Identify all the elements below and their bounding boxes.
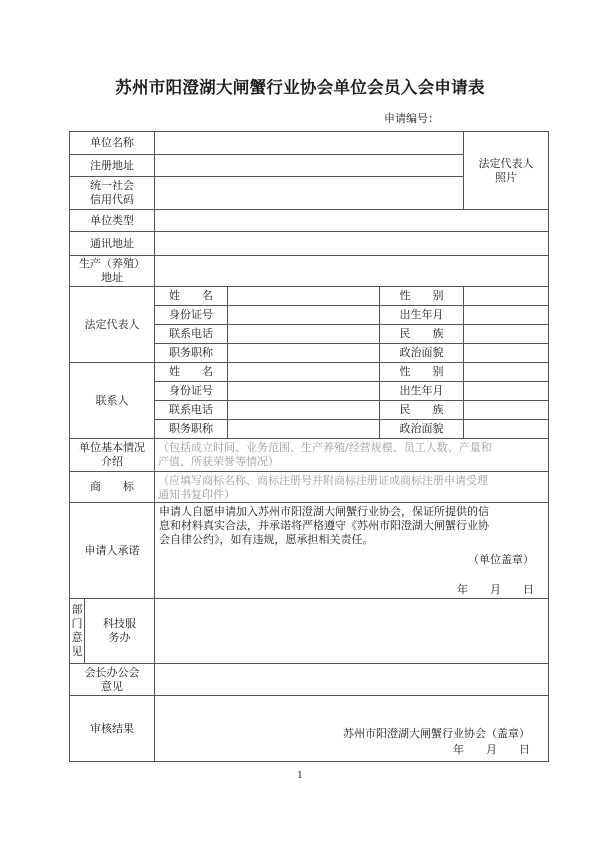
legal-rep-position-label: 职务职称 bbox=[155, 344, 228, 363]
label-dept-vertical bbox=[70, 599, 85, 664]
label-mail-address: 通讯地址 bbox=[70, 232, 155, 256]
basic-info-hint-line1: （包括成立时间、业务范围、生产养殖/经营规模、员工人数、产量和 bbox=[158, 441, 492, 454]
pledge-line2: 息和材料真实合法，并承诺将严格遵守《苏州市阳澄湖大闸蟹行业协 bbox=[159, 519, 489, 532]
contact-gender-field[interactable] bbox=[464, 363, 549, 382]
field-mail-address[interactable] bbox=[155, 232, 549, 256]
contact-political-label: 政治面貌 bbox=[380, 420, 464, 439]
photo-label-line2: 照片 bbox=[495, 170, 517, 184]
application-number-label: 申请编号： bbox=[384, 112, 439, 125]
legal-rep-id-field[interactable] bbox=[228, 306, 380, 325]
field-review[interactable] bbox=[155, 696, 549, 762]
basic-info-hint-line2: 产值、所获荣誉等情况） bbox=[158, 455, 279, 468]
field-president-opinion[interactable] bbox=[155, 664, 549, 696]
legal-rep-phone-field[interactable] bbox=[228, 325, 380, 344]
contact-birth-label: 出生年月 bbox=[380, 382, 464, 401]
pledge-line1: 申请人自愿申请加入苏州市阳澄湖大闸蟹行业协会，保证所提供的信 bbox=[159, 505, 489, 518]
contact-name-label: 姓 名 bbox=[155, 363, 228, 382]
field-trademark[interactable] bbox=[155, 472, 549, 503]
photo-box[interactable] bbox=[464, 132, 549, 210]
contact-id-field[interactable] bbox=[228, 382, 380, 401]
label-trademark: 商 标 bbox=[70, 472, 155, 503]
pledge-line3: 会自律公约》，如有违规，愿承担相关责任。 bbox=[159, 533, 374, 546]
label-production-line1: 生产（养殖） bbox=[79, 257, 145, 270]
legal-rep-birth-field[interactable] bbox=[464, 306, 549, 325]
pledge-stamp: （单位盖章） bbox=[468, 553, 534, 566]
photo-label-line1: 法定代表人 bbox=[478, 156, 534, 170]
contact-position-label: 职务职称 bbox=[155, 420, 228, 439]
field-unit-name[interactable] bbox=[155, 132, 464, 155]
label-basic-info bbox=[70, 439, 155, 472]
field-unit-type[interactable] bbox=[155, 210, 549, 232]
contact-ethnicity-field[interactable] bbox=[464, 401, 549, 420]
label-president-office bbox=[70, 664, 155, 696]
president-line2: 意见 bbox=[101, 679, 123, 693]
label-review: 审核结果 bbox=[70, 696, 155, 762]
tech-service-line1: 科技服 bbox=[103, 617, 136, 630]
field-basic-info[interactable] bbox=[155, 439, 549, 472]
label-production-address bbox=[70, 256, 155, 287]
contact-birth-field[interactable] bbox=[464, 382, 549, 401]
label-credit-code-line2: 信用代码 bbox=[90, 193, 134, 206]
page-number: 1 bbox=[297, 771, 303, 781]
trademark-hint-line1: （应填写商标名称、商标注册号并附商标注册证或商标注册申请受理 bbox=[158, 474, 488, 487]
pledge-content bbox=[155, 503, 549, 599]
legal-rep-political-field[interactable] bbox=[464, 344, 549, 363]
field-credit-code[interactable] bbox=[155, 177, 464, 210]
contact-phone-field[interactable] bbox=[228, 401, 380, 420]
legal-rep-gender-label: 性 别 bbox=[380, 287, 464, 306]
president-line1: 会长办公会 bbox=[84, 665, 140, 679]
field-dept-opinion[interactable] bbox=[155, 599, 549, 664]
label-basic-info-line2: 介绍 bbox=[101, 455, 123, 468]
contact-ethnicity-label: 民 族 bbox=[380, 401, 464, 420]
legal-rep-ethnicity-label: 民 族 bbox=[380, 325, 464, 344]
legal-rep-ethnicity-field[interactable] bbox=[464, 325, 549, 344]
page-title: 苏州市阳澄湖大闸蟹行业协会单位会员入会申请表 bbox=[115, 78, 485, 97]
label-legal-rep: 法定代表人 bbox=[70, 287, 155, 363]
label-unit-name: 单位名称 bbox=[70, 132, 155, 155]
label-contact: 联系人 bbox=[70, 363, 155, 439]
dept-char-1: 部 bbox=[71, 603, 83, 616]
contact-gender-label: 性 别 bbox=[380, 363, 464, 382]
legal-rep-position-field[interactable] bbox=[228, 344, 380, 363]
review-date: 年 月 日 bbox=[453, 743, 530, 756]
dept-char-2: 门 bbox=[71, 617, 83, 630]
field-reg-address[interactable] bbox=[155, 155, 464, 177]
label-production-line2: 地址 bbox=[101, 271, 123, 284]
legal-rep-birth-label: 出生年月 bbox=[380, 306, 464, 325]
application-form-table bbox=[69, 131, 549, 762]
tech-service-line2: 务办 bbox=[108, 631, 131, 644]
legal-rep-political-label: 政治面貌 bbox=[380, 344, 464, 363]
label-credit-code-line1: 统一社会 bbox=[90, 179, 134, 192]
contact-id-label: 身份证号 bbox=[155, 382, 228, 401]
contact-political-field[interactable] bbox=[464, 420, 549, 439]
label-basic-info-line1: 单位基本情况 bbox=[79, 441, 145, 454]
label-tech-service-office bbox=[85, 599, 155, 664]
legal-rep-name-field[interactable] bbox=[228, 287, 380, 306]
legal-rep-gender-field[interactable] bbox=[464, 287, 549, 306]
dept-char-4: 见 bbox=[71, 645, 83, 658]
review-org: 苏州市阳澄湖大闸蟹行业协会（盖章） bbox=[343, 727, 530, 740]
legal-rep-name-label: 姓 名 bbox=[155, 287, 228, 306]
label-reg-address: 注册地址 bbox=[70, 155, 155, 177]
contact-position-field[interactable] bbox=[228, 420, 380, 439]
field-production-address[interactable] bbox=[155, 256, 549, 287]
label-credit-code bbox=[70, 177, 155, 210]
pledge-date: 年 月 日 bbox=[457, 583, 534, 596]
dept-char-3: 意 bbox=[71, 631, 83, 644]
legal-rep-phone-label: 联系电话 bbox=[155, 325, 228, 344]
trademark-hint-line2: 通知书复印件） bbox=[158, 488, 235, 501]
contact-name-field[interactable] bbox=[228, 363, 380, 382]
contact-phone-label: 联系电话 bbox=[155, 401, 228, 420]
label-pledge: 申请人承诺 bbox=[70, 503, 155, 599]
legal-rep-id-label: 身份证号 bbox=[155, 306, 228, 325]
label-unit-type: 单位类型 bbox=[70, 210, 155, 232]
